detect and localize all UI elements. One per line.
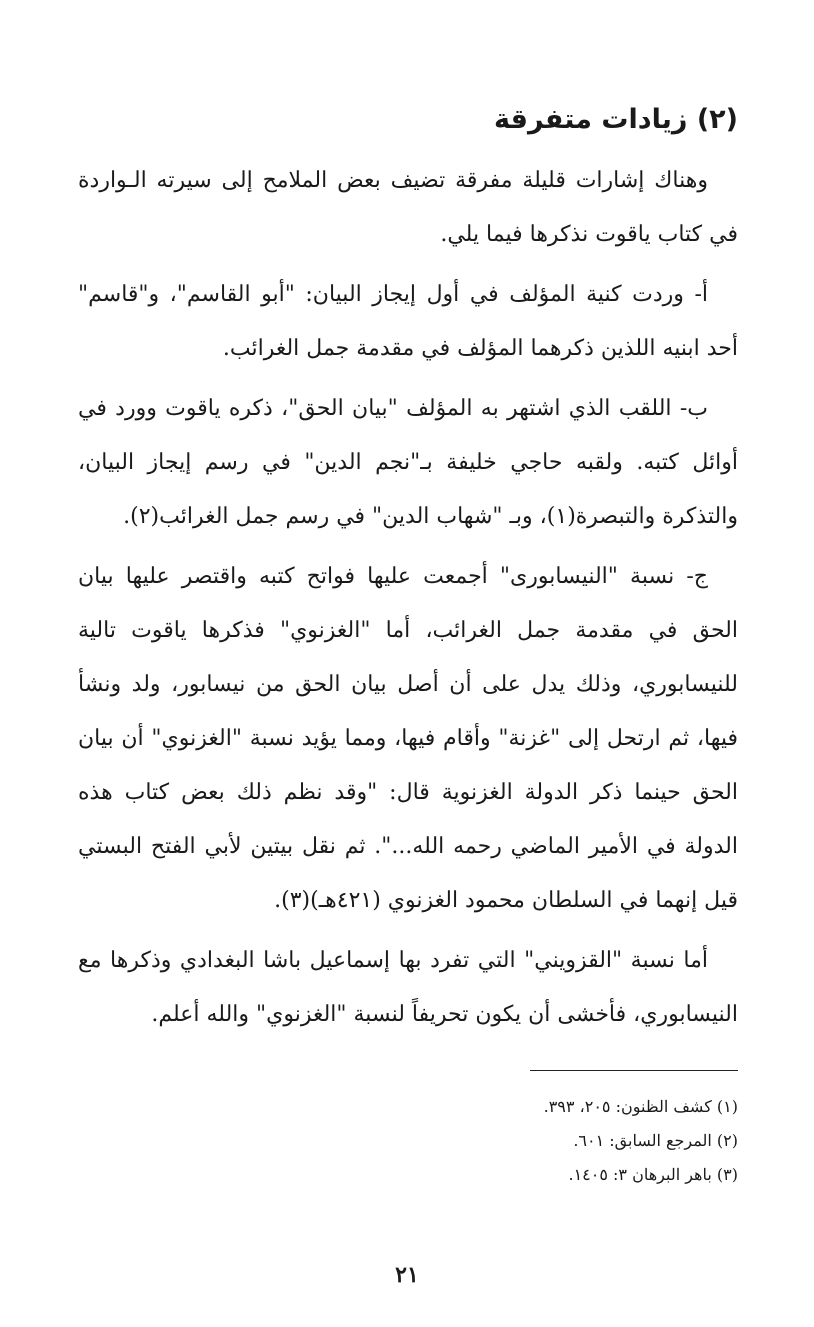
footnote-2: (٢) المرجع السابق: ٦٠١. <box>573 1131 738 1150</box>
footnotes <box>78 1090 738 1192</box>
item-alif-paragraph: أ- وردت كنية المؤلف في أول إيجاز البيان: "أبو القاسم"، و"قاسم" أحد ابنيه اللذين ذكرهما المؤلف في مقدمة جمل الغرائب. <box>78 282 738 361</box>
page-body <box>78 92 738 1048</box>
item-ba-paragraph: ب- اللقب الذي اشتهر به المؤلف "بيان الحق"، ذكره ياقوت وورد في أوائل كتبه. ولقبه حاجي خليفة بـ"نجم الدين" في رسم إيجاز البيان، والتذكرة والتبصرة(١)، وبـ "شهاب الدين" في رسم جمل الغرائب(٢). <box>78 396 738 529</box>
footnote-1: (١) كشف الظنون: ٢٠٥، ٣٩٣. <box>543 1097 738 1116</box>
section-heading: (٢) زيادات متفرقة <box>493 104 738 135</box>
page-number: ٢١ <box>395 1262 419 1288</box>
footnote-3: (٣) باهر البرهان ٣: ١٤٠٥. <box>568 1165 738 1184</box>
item-jim-paragraph: ج- نسبة "النيسابورى" أجمعت عليها فواتح كتبه واقتصر عليها بيان الحق في مقدمة جمل الغرائب، أما "الغزنوي" فذكرها ياقوت تالية للنيسابوري، وذلك يدل على أن أصل بيان الحق من نيسابور، ولد ونشأ فيها، ثم ارتحل إلى "غزنة" وأقام فيها، ومما يؤيد نسبة "الغزنوي" أن بيان الحق حينما ذكر الدولة الغزنوية قال: "وقد نظم ذلك بعض كتاب هذه الدولة في الأمير الماضي رحمه الله...". ثم نقل بيتين لأبي الفتح البستي قيل إنهما في السلطان محمود الغزنوي (٤٢١هـ)(٣). <box>78 564 738 913</box>
footnote-divider <box>530 1070 738 1071</box>
closing-paragraph: أما نسبة "القزويني" التي تفرد بها إسماعيل باشا البغدادي وذكرها مع النيسابوري، فأخشى أن يكون تحريفاً لنسبة "الغزنوي" والله أعلم. <box>78 948 738 1027</box>
intro-paragraph: وهناك إشارات قليلة مفرقة تضيف بعض الملامح إلى سيرته الـواردة في كتاب ياقوت نذكرها فيما يلي. <box>78 168 738 247</box>
